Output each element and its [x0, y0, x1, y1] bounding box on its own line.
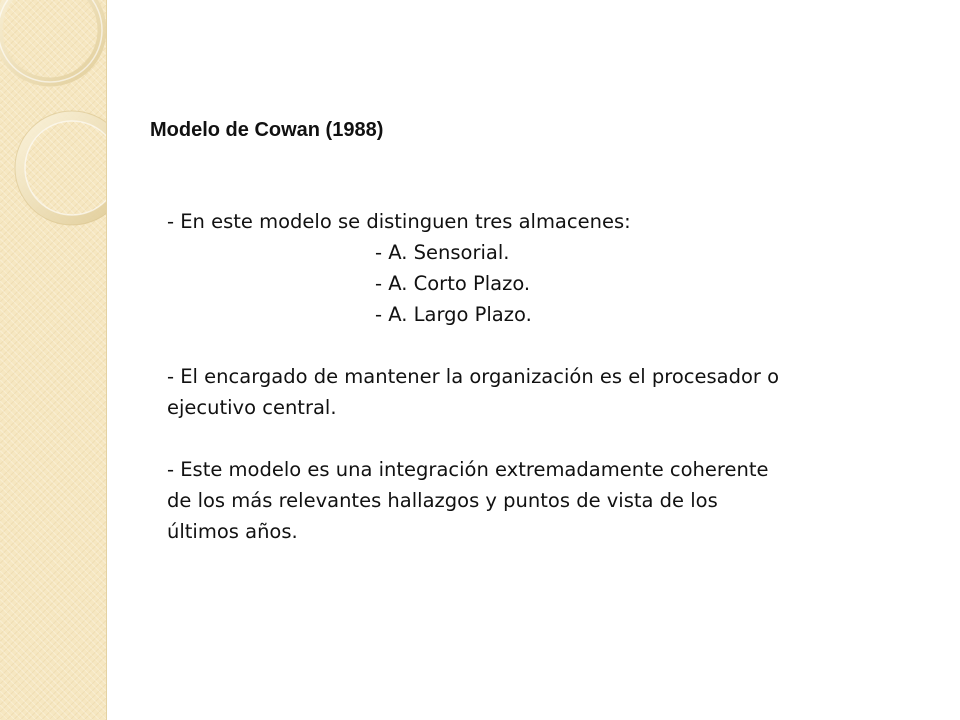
store-item-largo-plazo: - A. Largo Plazo. [375, 303, 532, 326]
point2-line-1: - El encargado de mantener la organización es el procesador o [167, 365, 780, 388]
store-item-corto-plazo: - A. Corto Plazo. [375, 272, 531, 295]
decorative-side-band [0, 0, 107, 720]
store-item-sensorial: - A. Sensorial. [375, 241, 510, 264]
slide-title: Modelo de Cowan (1988) [150, 119, 384, 141]
point3-line-2: de los más relevantes hallazgos y puntos de vista de los [167, 489, 718, 512]
point3-line-1: - Este modelo es una integración extremadamente coherente [167, 458, 769, 481]
decorative-rings-icon [0, 0, 106, 720]
intro-line: - En este modelo se distinguen tres almacenes: [167, 210, 631, 233]
paragraph-gap [167, 423, 867, 454]
point2-line-2: ejecutivo central. [167, 396, 337, 419]
point3-line-3: últimos años. [167, 520, 298, 543]
paragraph-gap [167, 330, 867, 361]
lower-ring-shape [20, 116, 106, 220]
slide-body [167, 206, 867, 547]
